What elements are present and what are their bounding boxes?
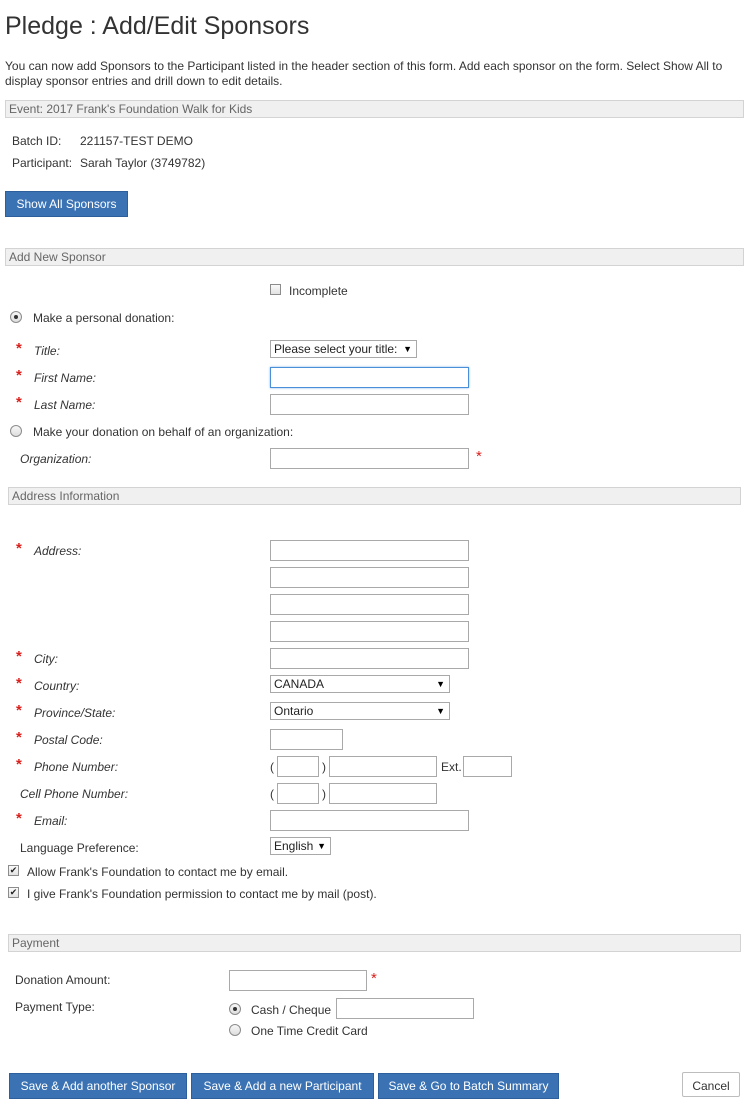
city-input[interactable] — [270, 648, 469, 669]
chevron-down-icon: ▼ — [403, 344, 412, 354]
required-marker: * — [371, 970, 377, 987]
cash-cheque-radio[interactable] — [229, 1003, 241, 1015]
payment-type-label: Payment Type: — [15, 1000, 95, 1014]
required-marker: * — [16, 540, 22, 557]
phone-number-input[interactable] — [329, 756, 437, 777]
province-select-value: Ontario — [274, 704, 314, 718]
email-label: Email: — [34, 814, 68, 828]
cell-phone-label: Cell Phone Number: — [20, 787, 129, 801]
credit-card-radio[interactable] — [229, 1024, 241, 1036]
allow-mail-checkbox[interactable] — [8, 887, 19, 898]
city-label: City: — [34, 652, 58, 666]
page-title: Pledge : Add/Edit Sponsors — [5, 12, 310, 40]
phone-ext-input[interactable] — [463, 756, 512, 777]
required-marker: * — [16, 340, 22, 357]
phone-number-label: Phone Number: — [34, 760, 119, 774]
cash-cheque-label: Cash / Cheque — [251, 1003, 332, 1017]
country-select-value: CANADA — [274, 677, 325, 691]
ext-label: Ext. — [441, 760, 462, 774]
payment-bar: Payment — [8, 934, 741, 952]
save-add-another-sponsor-button[interactable]: Save & Add another Sponsor — [9, 1073, 187, 1099]
required-marker: * — [16, 648, 22, 665]
close-paren: ) — [322, 760, 326, 774]
cell-area-code-input[interactable] — [277, 783, 319, 804]
cancel-button[interactable]: Cancel — [682, 1072, 740, 1097]
postal-code-input[interactable] — [270, 729, 343, 750]
credit-card-label: One Time Credit Card — [251, 1024, 368, 1038]
required-marker: * — [476, 448, 482, 465]
chevron-down-icon: ▼ — [436, 706, 445, 716]
email-input[interactable] — [270, 810, 469, 831]
save-go-to-batch-summary-button[interactable]: Save & Go to Batch Summary — [378, 1073, 559, 1099]
close-paren: ) — [322, 787, 326, 801]
organization-label: Organization: — [20, 452, 92, 466]
address-line-4-input[interactable] — [270, 621, 469, 642]
province-select[interactable] — [270, 702, 450, 720]
last-name-label: Last Name: — [34, 398, 96, 412]
province-label: Province/State: — [34, 706, 116, 720]
required-marker: * — [16, 702, 22, 719]
check-icon: ✔ — [9, 865, 18, 875]
address-information-bar: Address Information — [8, 487, 741, 505]
batch-id-value: 221157-TEST DEMO — [80, 134, 193, 148]
required-marker: * — [16, 675, 22, 692]
personal-donation-label: Make a personal donation: — [33, 311, 175, 325]
country-select[interactable] — [270, 675, 450, 693]
intro-text: You can now add Sponsors to the Participant listed in the header section of this form. Add each sponsor on the form. Select Show All to display sponsor entries and drill down to edit details. — [5, 59, 723, 88]
language-label: Language Preference: — [20, 841, 139, 855]
last-name-input[interactable] — [270, 394, 469, 415]
address-line-2-input[interactable] — [270, 567, 469, 588]
chevron-down-icon: ▼ — [317, 841, 326, 851]
country-label: Country: — [34, 679, 80, 693]
personal-donation-radio[interactable] — [10, 311, 22, 323]
address-line-3-input[interactable] — [270, 594, 469, 615]
event-bar: Event: 2017 Frank's Foundation Walk for Kids — [5, 100, 744, 118]
required-marker: * — [16, 394, 22, 411]
first-name-label: First Name: — [34, 371, 97, 385]
title-select-value: Please select your title: — [274, 342, 398, 356]
show-all-sponsors-button[interactable]: Show All Sponsors — [5, 191, 128, 217]
first-name-input[interactable] — [270, 367, 469, 388]
language-select-value: English — [274, 839, 314, 853]
donation-amount-label: Donation Amount: — [15, 973, 111, 987]
batch-id-label: Batch ID: — [12, 134, 62, 148]
required-marker: * — [16, 729, 22, 746]
organization-donation-radio[interactable] — [10, 425, 22, 437]
cheque-reference-input[interactable] — [336, 998, 474, 1019]
check-icon: ✔ — [9, 887, 18, 897]
required-marker: * — [16, 810, 22, 827]
allow-email-checkbox[interactable] — [8, 865, 19, 876]
open-paren: ( — [270, 760, 274, 774]
title-label: Title: — [34, 344, 60, 358]
participant-value: Sarah Taylor (3749782) — [80, 156, 206, 170]
title-select[interactable] — [270, 340, 417, 358]
required-marker: * — [16, 367, 22, 384]
postal-code-label: Postal Code: — [34, 733, 103, 747]
participant-label: Participant: — [12, 156, 73, 170]
cell-number-input[interactable] — [329, 783, 437, 804]
donation-amount-input[interactable] — [229, 970, 367, 991]
address-label: Address: — [34, 544, 82, 558]
organization-option-label: Make your donation on behalf of an organization: — [33, 425, 294, 439]
chevron-down-icon: ▼ — [436, 679, 445, 689]
allow-mail-label: I give Frank's Foundation permission to contact me by mail (post). — [27, 887, 377, 901]
required-marker: * — [16, 756, 22, 773]
open-paren: ( — [270, 787, 274, 801]
save-add-new-participant-button[interactable]: Save & Add a new Participant — [191, 1073, 374, 1099]
address-line-1-input[interactable] — [270, 540, 469, 561]
organization-input[interactable] — [270, 448, 469, 469]
add-new-sponsor-bar: Add New Sponsor — [5, 248, 744, 266]
incomplete-checkbox[interactable] — [270, 284, 281, 295]
incomplete-label: Incomplete — [289, 284, 348, 298]
language-select[interactable] — [270, 837, 331, 855]
allow-email-label: Allow Frank's Foundation to contact me by email. — [27, 865, 289, 879]
phone-area-code-input[interactable] — [277, 756, 319, 777]
